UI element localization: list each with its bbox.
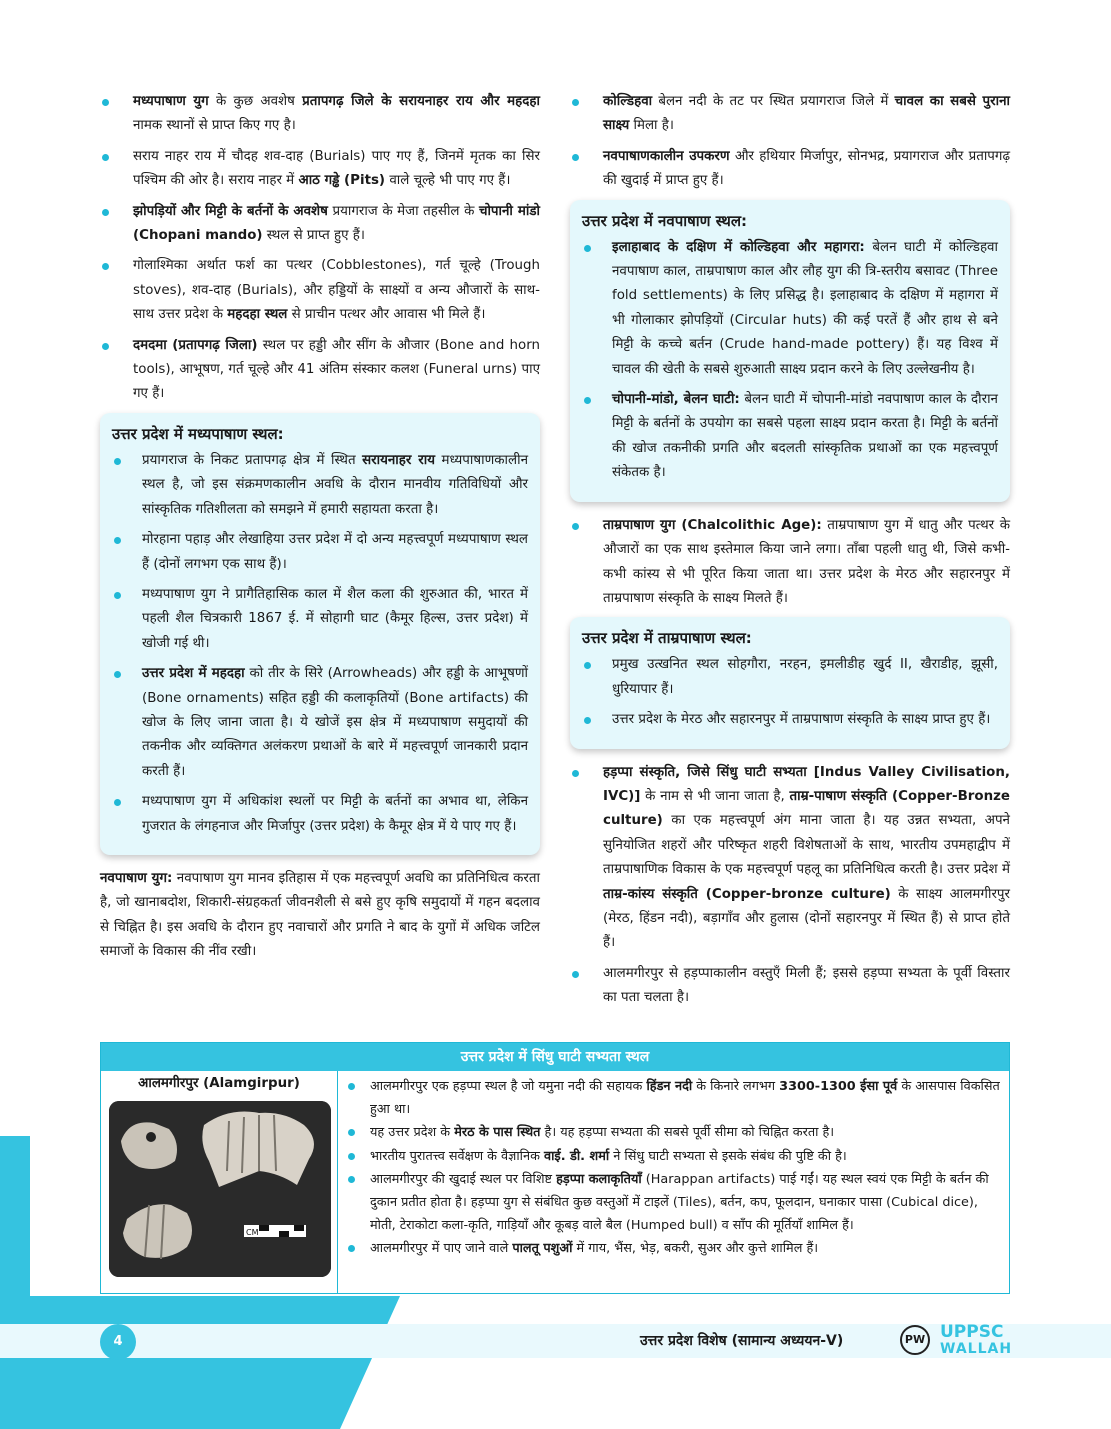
artifact-photo [109, 1101, 331, 1277]
chalcolithic-sites-box [570, 617, 1010, 748]
bullet-icon [102, 99, 109, 106]
list-item: सराय नाहर राय में चौदह शव-दाह (Burials) पाए गए हैं, जिनमें मृतक का सिर पश्चिम की ओर है। सराय नाहर में आठ गड्ढे (Pits) वाले चूल्हे भी पाए गए हैं। [100, 145, 540, 194]
list-item: दमदमा (प्रतापगढ़ जिला) स्थल पर हड्डी और सींग के औजार (Bone and horn tools), आभूषण, गर्त चूल्हे और 41 अंतिम संस्कार कलश (Funeral urns) पाए गए हैं। [100, 334, 540, 407]
bullet-icon [572, 523, 579, 530]
list-item: प्रमुख उत्खनित स्थल सोहगौरा, नरहन, इमलीडीह खुर्द II, खैराडीह, झूसी, धुरियापार हैं। [582, 653, 998, 702]
list-item: उत्तर प्रदेश में महदहा को तीर के सिरे (Arrowheads) और हड्डी के आभूषणों (Bone ornaments) सहित हड्डी की कलाकृतियों (Bone artifacts) की खोज के लिए जाना जाता है। ये खोजें इस क्षेत्र में मध्यपाषाण समुदायों की तकनीक और व्यक्तिगत अलंकरण प्रथाओं के बारे में महत्त्वपूर्ण जानकारी प्रदान करती हैं। [112, 662, 528, 784]
bullet-icon [348, 1176, 355, 1183]
table-header: उत्तर प्रदेश में सिंधु घाटी सभ्यता स्थल [101, 1043, 1009, 1071]
list-item: नवपाषाणकालीन उपकरण और हथियार मिर्जापुर, सोनभद्र, प्रयागराज और प्रतापगढ़ की खुदाई में प्राप्त हुए हैं। [570, 145, 1010, 194]
site-cell [101, 1071, 338, 1293]
box-title: उत्तर प्रदेश में नवपाषाण स्थल: [582, 211, 748, 230]
list-item: भारतीय पुरातत्त्व सर्वेक्षण के वैज्ञानिक वाई. डी. शर्मा ने सिंधु घाटी सभ्यता से इसके संबंध की पुष्टि की है। [344, 1145, 1001, 1168]
bullet-icon [102, 263, 109, 270]
bullet-icon [348, 1245, 355, 1252]
bullet-icon [584, 717, 591, 724]
box-title: उत्तर प्रदेश में ताम्रपाषाण स्थल: [582, 629, 752, 648]
list-item: झोपड़ियों और मिट्टी के बर्तनों के अवशेष प्रयागराज के मेजा तहसील के चोपानी मांडो (Chopani mando) स्थल से प्राप्त हुए हैं। [100, 200, 540, 249]
list-item: आलमगीरपुर से हड़प्पाकालीन वस्तुएँ मिली हैं; इससे हड़प्पा सभ्यता के पूर्वी विस्तार का पता चलता है। [570, 962, 1010, 1011]
brand-logo [940, 1324, 1012, 1358]
mesolithic-bullets [100, 90, 540, 407]
ivc-sites-table [100, 1042, 1010, 1294]
bullet-icon [114, 799, 121, 806]
left-column [100, 90, 540, 965]
bullet-icon [102, 343, 109, 350]
bullet-icon [572, 154, 579, 161]
list-item: प्रयागराज के निकट प्रतापगढ़ क्षेत्र में स्थित सरायनाहर राय मध्यपाषाणकालीन स्थल है, जो इस संक्रमणकालीन अवधि के दौरान मानवीय गतिविधियों और सांस्कृतिक गतिशीलता को समझने में हमारी सहायता करता है। [112, 449, 528, 522]
scale-label: CM [246, 1228, 259, 1237]
bullet-icon [348, 1153, 355, 1160]
brand-line-2: WALLAH [940, 1341, 1013, 1357]
list-item: इलाहाबाद के दक्षिण में कोल्डिहवा और महागरा: बेलन घाटी में कोल्डिहवा नवपाषाण काल, ताम्रपाषाण काल और लौह युग की त्रि-स्तरीय बसावट (Three fold settlements) के लिए प्रसिद्ध है। इलाहाबाद के दक्षिण में महागरा में भी गोलाकार झोपड़ियों (Circular huts) की कई परतें हैं और हाथ से बने मिट्टी के कच्चे बर्तन (Crude hand-made pottery) हैं। यह विश्व में चावल की खेती के सबसे शुरुआती साक्ष्य प्रदान करने के लिए उल्लेखनीय है। [582, 236, 998, 382]
list-item: मध्यपाषाण युग में अधिकांश स्थलों पर मिट्टी के बर्तनों का अभाव था, लेकिन गुजरात के लंगहनाज और मिर्जापुर (उत्तर प्रदेश) के कैमूर क्षेत्र में ये पाए गए हैं। [112, 790, 528, 839]
list-item: आलमगीरपुर एक हड़प्पा स्थल है जो यमुना नदी की सहायक हिंडन नदी के किनारे लगभग 3300-1300 ईसा पूर्व के आसपास विकसित हुआ था। [344, 1075, 1001, 1121]
list-item: यह उत्तर प्रदेश के मेरठ के पास स्थित है। यह हड़प्पा सभ्यता की सबसे पूर्वी सीमा को चिह्नित करता है। [344, 1121, 1001, 1144]
bullet-icon [584, 245, 591, 252]
list-item: आलमगीरपुर की खुदाई स्थल पर विशिष्ट हड़प्पा कलाकृतियाँ (Harappan artifacts) पाई गईं। यह स्थल स्वयं एक मिट्टी के बर्तन की दुकान प्रतीत होता है। हड़प्पा युग से संबंधित कुछ वस्तुओं में टाइलें (Tiles), बर्तन, कप, फूलदान, घनाकार पासा (Cubical dice), मोती, टेराकोटा कला-कृति, गाड़ियाँ और कूबड़ वाले बैल (Humped bull) व साँप की मूर्तियाँ शामिल हैं। [344, 1168, 1001, 1238]
bullet-icon [348, 1129, 355, 1136]
list-item: कोल्डिहवा बेलन नदी के तट पर स्थित प्रयागराज जिले में चावल का सबसे पुराना साक्ष्य मिला है। [570, 90, 1010, 139]
bullet-icon [584, 662, 591, 669]
bullet-icon [572, 971, 579, 978]
list-item: चोपानी-मांडो, बेलन घाटी: बेलन घाटी में चोपानी-मांडो नवपाषाण काल के दौरान मिट्टी के बर्तनों के उपयोग का सबसे पहला साक्ष्य प्रदान करता है। मिट्टी के बर्तनों की खोज तकनीकी प्रगति और बदलती सांस्कृतिक प्रथाओं का एक महत्त्वपूर्ण संकेतक है। [582, 388, 998, 486]
bullet-icon [348, 1083, 355, 1090]
bullet-icon [114, 537, 121, 544]
list-item: गोलाश्मिका अर्थात फर्श का पत्थर (Cobblestones), गर्त चूल्हे (Trough stoves), शव-दाह (Burials), और हड्डियों के साक्ष्यों व अन्य औजारों के साथ-साथ उत्तर प्रदेश के महदहा स्थल से प्राचीन पत्थर और आवास भी मिले हैं। [100, 254, 540, 327]
bullet-icon [114, 671, 121, 678]
page-number: 4 [100, 1324, 136, 1360]
bullet-icon [102, 154, 109, 161]
right-column [570, 90, 1010, 1017]
list-item: हड़प्पा संस्कृति, जिसे सिंधु घाटी सभ्यता [Indus Valley Civilisation, IVC)] के नाम से भी जाना जाता है, ताम्र-पाषाण संस्कृति (Copper-Bronze culture) का एक महत्त्वपूर्ण अंग माना जाता है। यह उन्नत सभ्यता, अपने सुनियोजित शहरों और परिष्कृत शहरी विशेषताओं के साथ, भारतीय उपमहाद्वीप में ताम्रपाषाणिक विकास के एक महत्त्वपूर्ण पहलू का प्रतिनिधित्व करती है। उत्तर प्रदेश में ताम्र-कांस्य संस्कृति (Copper-bronze culture) के साक्ष्य आलमगीरपुर (मेरठ, हिंडन नदी), बड़ागाँव और हुलास (दोनों सहारनपुर में स्थित हैं) से प्राप्त होते हैं। [570, 761, 1010, 956]
box-title: उत्तर प्रदेश में मध्यपाषाण स्थल: [112, 424, 284, 443]
site-details [338, 1071, 1009, 1293]
brand-line-1: UPPSC [940, 1322, 1004, 1342]
mesolithic-sites-box [100, 413, 540, 855]
list-item: ताम्रपाषाण युग (Chalcolithic Age): ताम्रपाषाण युग में धातु और पत्थर के औजारों का एक साथ इस्तेमाल किया जाने लगा। ताँबा पहली धातु थी, जिसे कभी-कभी कांस्य से भी पूरित किया जाता था। उत्तर प्रदेश के मेरठ और सहारनपुर में ताम्रपाषाण संस्कृति के साक्ष्य मिलते हैं। [570, 514, 1010, 612]
footer-title: उत्तर प्रदेश विशेष (सामान्य अध्ययन-V) [640, 1333, 844, 1349]
site-name: आलमगीरपुर (Alamgirpur) [138, 1076, 300, 1091]
neolithic-paragraph: नवपाषाण युग: नवपाषाण युग मानव इतिहास में एक महत्त्वपूर्ण अवधि का प्रतिनिधित्व करता है, जो खानाबदोश, शिकारी-संग्रहकर्ता जीवनशैली से बसे हुए कृषि समुदायों में गहन बदलाव से चिह्नित है। इस अवधि के दौरान हुए नवाचारों और प्रगति ने बाद के युगों में अधिक जटिल समाजों के विकास की नींव रखी। [100, 870, 540, 960]
neolithic-sites-box [570, 200, 1010, 502]
bullet-icon [584, 397, 591, 404]
bullet-icon [572, 770, 579, 777]
list-item: मध्यपाषाण युग ने प्रागैतिहासिक काल में शैल कला की शुरुआत की, भारत में पहली शैल चित्रकारी 1867 ई. में सोहागी घाट (कैमूर हिल्स, उत्तर प्रदेश) में खोजी गई थी। [112, 583, 528, 656]
bullet-icon [114, 458, 121, 465]
terracotta-artifacts-image [109, 1101, 331, 1277]
pw-logo: PW [900, 1325, 930, 1355]
list-item: मोरहाना पहाड़ और लेखाहिया उत्तर प्रदेश में दो अन्य महत्त्वपूर्ण मध्यपाषाण स्थल हैं (दोनों लगभग एक साथ हैं)। [112, 528, 528, 577]
list-item: मध्यपाषाण युग के कुछ अवशेष प्रतापगढ़ जिले के सरायनाहर राय और महदहा नामक स्थानों से प्राप्त किए गए है। [100, 90, 540, 139]
bullet-icon [572, 99, 579, 106]
list-item: उत्तर प्रदेश के मेरठ और सहारनपुर में ताम्रपाषाण संस्कृति के साक्ष्य प्राप्त हुए हैं। [582, 708, 998, 732]
bullet-icon [114, 592, 121, 599]
bullet-icon [102, 209, 109, 216]
list-item: आलमगीरपुर में पाए जाने वाले पालतू पशुओं में गाय, भैंस, भेड़, बकरी, सुअर और कुत्ते शामिल हैं। [344, 1237, 1001, 1260]
